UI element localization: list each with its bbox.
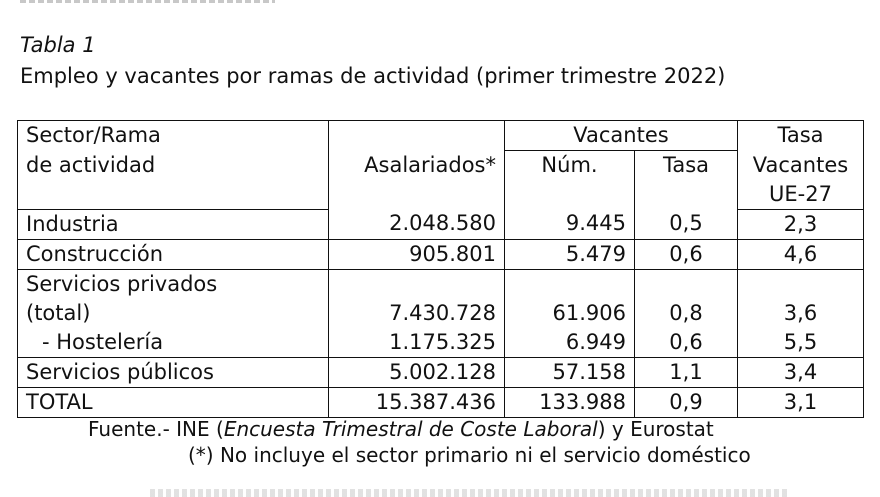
cell-sector: Construcción [18,239,329,269]
cell-vacantes-tasa: 0,6 [635,328,738,358]
cell-asalariados: 1.175.325 [329,328,505,358]
table-row [18,299,864,328]
header-num: Núm. [505,151,635,210]
table-row [18,209,864,239]
table-row [18,239,864,269]
cell-tasa-ue: 4,6 [738,239,864,269]
cell-vacantes-num: 9.445 [505,209,635,239]
table-title: Empleo y vacantes por ramas de actividad (primer trimestre 2022) [20,64,726,88]
cell-blank [738,269,864,299]
cell-sector: Servicios públicos [18,357,329,387]
cell-sector: - Hostelería [18,328,329,358]
cell-vacantes-num: 5.479 [505,239,635,269]
header-tasa-ue-line3: UE-27 [738,180,864,210]
table-row [18,328,864,358]
source-note [88,416,714,442]
header-asalariados: Asalariados* [329,121,505,210]
header-sector-line2: de actividad [18,151,329,180]
header-vacantes: Vacantes [505,121,738,151]
header-row-1 [18,121,864,151]
source-survey-name: Encuesta Trimestral de Coste Laboral [223,417,598,441]
footnote: (*) No incluye el sector primario ni el servicio doméstico [188,443,751,467]
cell-sector: TOTAL [18,387,329,417]
cell-sector-line2: (total) [18,299,329,328]
cell-asalariados: 7.430.728 [329,299,505,328]
cell-asalariados: 2.048.580 [329,209,505,239]
cell-asalariados: 905.801 [329,239,505,269]
source-prefix: Fuente.- INE ( [88,417,224,441]
cell-tasa-ue: 3,4 [738,357,864,387]
cell-vacantes-tasa: 0,6 [635,239,738,269]
cell-tasa-ue: 3,1 [738,387,864,417]
cell-sector: Industria [18,209,329,239]
cell-blank [329,269,505,299]
header-tasa-ue-line2: Vacantes [738,151,864,180]
cell-vacantes-num: 133.988 [505,387,635,417]
header-sector: Sector/Rama [18,121,329,151]
table-row [18,357,864,387]
cell-vacantes-num: 57.158 [505,357,635,387]
cell-blank [505,269,635,299]
table-row-group-start [18,269,864,299]
cell-vacantes-num: 61.906 [505,299,635,328]
source-suffix: ) y Eurostat [597,417,714,441]
cell-vacantes-tasa: 0,9 [635,387,738,417]
cropped-text-remnant [150,489,790,497]
cell-asalariados: 15.387.436 [329,387,505,417]
cell-vacantes-tasa: 1,1 [635,357,738,387]
table-row-total [18,387,864,417]
cell-tasa-ue: 3,6 [738,299,864,328]
cell-tasa-ue: 5,5 [738,328,864,358]
header-sector-blank [18,180,329,210]
header-tasa: Tasa [635,151,738,210]
cell-sector: Servicios privados [18,269,329,299]
cell-blank [635,269,738,299]
employment-vacancies-table [17,120,864,418]
cropped-text-remnant [20,0,275,3]
header-tasa-ue-line1: Tasa [738,121,864,151]
cell-vacantes-tasa: 0,5 [635,209,738,239]
cell-vacantes-num: 6.949 [505,328,635,358]
table-label: Tabla 1 [20,33,96,57]
cell-asalariados: 5.002.128 [329,357,505,387]
cell-vacantes-tasa: 0,8 [635,299,738,328]
cell-tasa-ue: 2,3 [738,209,864,239]
